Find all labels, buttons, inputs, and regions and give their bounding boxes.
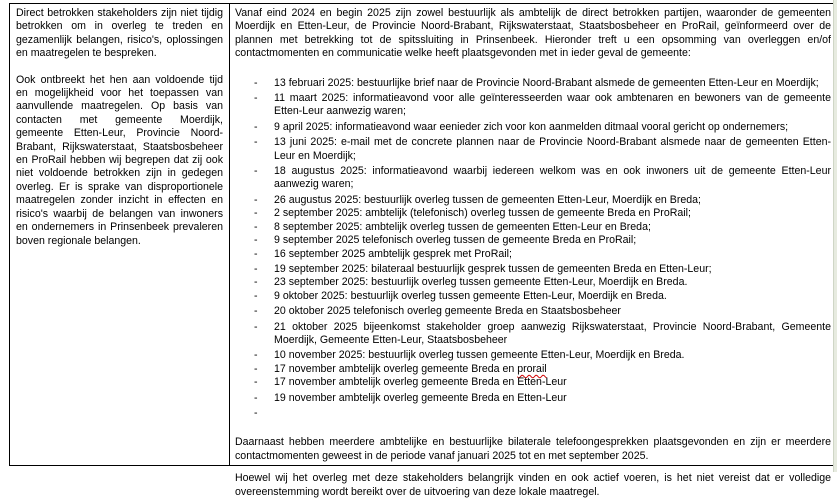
list-item: - 20 oktober 2025 telefonisch overleg gemeente Breda en Staatsbosbeheer: [254, 305, 621, 318]
list-item: - 11 maart 2025: informatieavond voor alle geïnteresseerden waar ook ambtenaren en bewoners van de gemeente Etten-Leur aanwezig waren;: [254, 92, 831, 118]
list-item: - 13 februari 2025: bestuurlijke brief naar de Provincie Noord-Brabant alsmede de gemeenten Etten-Leur en Moerdijk;: [254, 76, 819, 89]
bullet-dash-icon: -: [254, 349, 258, 362]
list-item: - 21 oktober 2025 bijeenkomst stakeholder groep aanwezig Rijkswaterstaat, Provincie Noord-Brabant, Gemeente Moerdijk, Gemeente Etten-Leur, Staatsbosbeheer: [254, 320, 831, 346]
contact-moments-list: [235, 77, 831, 421]
bullet-dash-icon: -: [254, 193, 258, 206]
list-item: - 9 oktober 2025: bestuurlijk overleg tussen gemeente Etten-Leur, Moerdijk en Breda.: [254, 289, 667, 302]
bullet-dash-icon: -: [254, 234, 258, 247]
right-paragraph-contacts: Daarnaast hebben meerdere ambtelijke en bestuurlijke bilaterale telefoongesprekken plaatsgevonden en zijn er meerdere contactmomenten geweest in de periode vanaf januari 2025 tot en met september 2025.: [235, 436, 831, 462]
right-intro-paragraph: Vanaf eind 2024 en begin 2025 zijn zowel bestuurlijk als ambtelijk de direct betrokken partijen, waaronder de gemeenten Moerdijk en Etten-Leur, de Provincie Noord-Brabant, Rijkswaterstaat, Staatsbosbeheer en ProRail, geïnformeerd over de plannen met betrekking tot de spitssluiting in Prinsenbeek. Hieronder treft u een opsomming van overleggen en/of contactmomenten en communicatie welke heeft plaatsgevonden met in ieder geval de gemeente:: [235, 7, 831, 60]
list-item: - 9 april 2025: informatieavond waar eenieder zich voor kon aanmelden ditmaal vooral gericht op ondernemers;: [254, 120, 789, 133]
list-item: - 16 september 2025 ambtelijk gesprek met ProRail;: [254, 247, 512, 260]
list-item: - 18 augustus 2025: informatieavond waarbij iedereen welkom was en ook inwoners uit de gemeente Etten-Leur aanwezig waren;: [254, 165, 831, 191]
list-item: - 17 november ambtelijk overleg gemeente Breda en Etten-Leur: [254, 376, 567, 389]
list-item: - 2 september 2025: ambtelijk (telefonisch) overleg tussen de gemeente Breda en ProRail;: [254, 207, 691, 220]
document-table: [9, 3, 837, 498]
bullet-dash-icon: -: [254, 305, 258, 318]
bullet-dash-icon: -: [254, 120, 258, 133]
bullet-dash-icon: -: [254, 320, 258, 333]
spellcheck-flagged-word[interactable]: prorail: [517, 362, 547, 375]
bullet-dash-icon: -: [254, 276, 258, 289]
list-item: - 23 september 2025: bestuurlijk overleg tussen gemeente Etten-Leur, Moerdijk en Breda.: [254, 276, 688, 289]
bullet-dash-icon: -: [254, 207, 258, 220]
list-item: - 10 november 2025: bestuurlijk overleg tussen gemeente Etten-Leur, Moerdijk en Breda.: [254, 349, 685, 362]
list-item: - 19 september 2025: bilateraal bestuurlijk gesprek tussen de gemeenten Breda en Etten-Leur;: [254, 262, 712, 275]
bullet-dash-icon: -: [254, 247, 258, 260]
list-item-empty: [235, 407, 831, 420]
bullet-dash-icon: -: [254, 289, 258, 302]
window-edge-strip: [833, 0, 837, 472]
list-item: - 8 september 2025: ambtelijk overleg tussen de gemeenten Etten-Leur en Breda;: [254, 220, 651, 233]
table-cell-right[interactable]: [230, 4, 837, 498]
bullet-dash-icon: -: [254, 136, 258, 149]
bullet-dash-icon: -: [254, 391, 258, 404]
bullet-dash-icon: -: [254, 165, 258, 178]
bullet-dash-icon: -: [254, 362, 258, 375]
left-paragraph-1: Direct betrokken stakeholders zijn niet tijdig betrokken om in overleg te treden en gezamenlijk belangen, risico's, oplossingen en maatregelen te bespreken.: [16, 7, 223, 60]
list-item: - 26 augustus 2025: bestuurlijk overleg tussen de gemeenten Etten-Leur, Moerdijk en Breda;: [254, 193, 701, 206]
right-paragraph-conclusion: Hoewel wij het overleg met deze stakeholders belangrijk vinden en ook actief voeren, is het niet vereist dat er volledige overeenstemming wordt bereikt over de uitvoering van deze lokale maatregel.: [235, 472, 831, 498]
bullet-dash-icon: -: [254, 376, 258, 389]
bullet-dash-icon: -: [254, 92, 258, 105]
list-item: - 19 november ambtelijk overleg gemeente Breda en Etten-Leur: [254, 391, 567, 404]
bullet-dash-icon: -: [254, 406, 258, 419]
bullet-dash-icon: -: [254, 76, 258, 89]
table-cell-left[interactable]: [10, 4, 230, 465]
list-item: - 9 september 2025 telefonisch overleg tussen de gemeente Breda en ProRail;: [254, 234, 637, 247]
left-paragraph-2: Ook ontbreekt het hen aan voldoende tijd en mogelijkheid voor het toepassen van aanvullende maatregelen. Op basis van contacten met gemeente Moerdijk, gemeente Etten-Leur, Provincie Noord-Brabant, Rijkswaterstaat, Staatsbosbeheer en ProRail hebben wij begrepen dat zij ook niet voldoende betrokken zijn in gedegen overleg. Er is sprake van disproportionele maatregelen zonder inzicht in effecten en risico's waarbij de belangen van inwoners en ondernemers in Prinsenbeek prevaleren boven regionale belangen.: [16, 73, 223, 247]
list-item: - 17 november ambtelijk overleg gemeente Breda en prorail: [254, 362, 547, 375]
list-item: - 13 juni 2025: e-mail met de concrete plannen naar de Provincie Noord-Brabant alsmede naar de gemeenten Etten-Leur en Moerdijk;: [254, 136, 831, 162]
bullet-dash-icon: -: [254, 262, 258, 275]
bullet-dash-icon: -: [254, 220, 258, 233]
